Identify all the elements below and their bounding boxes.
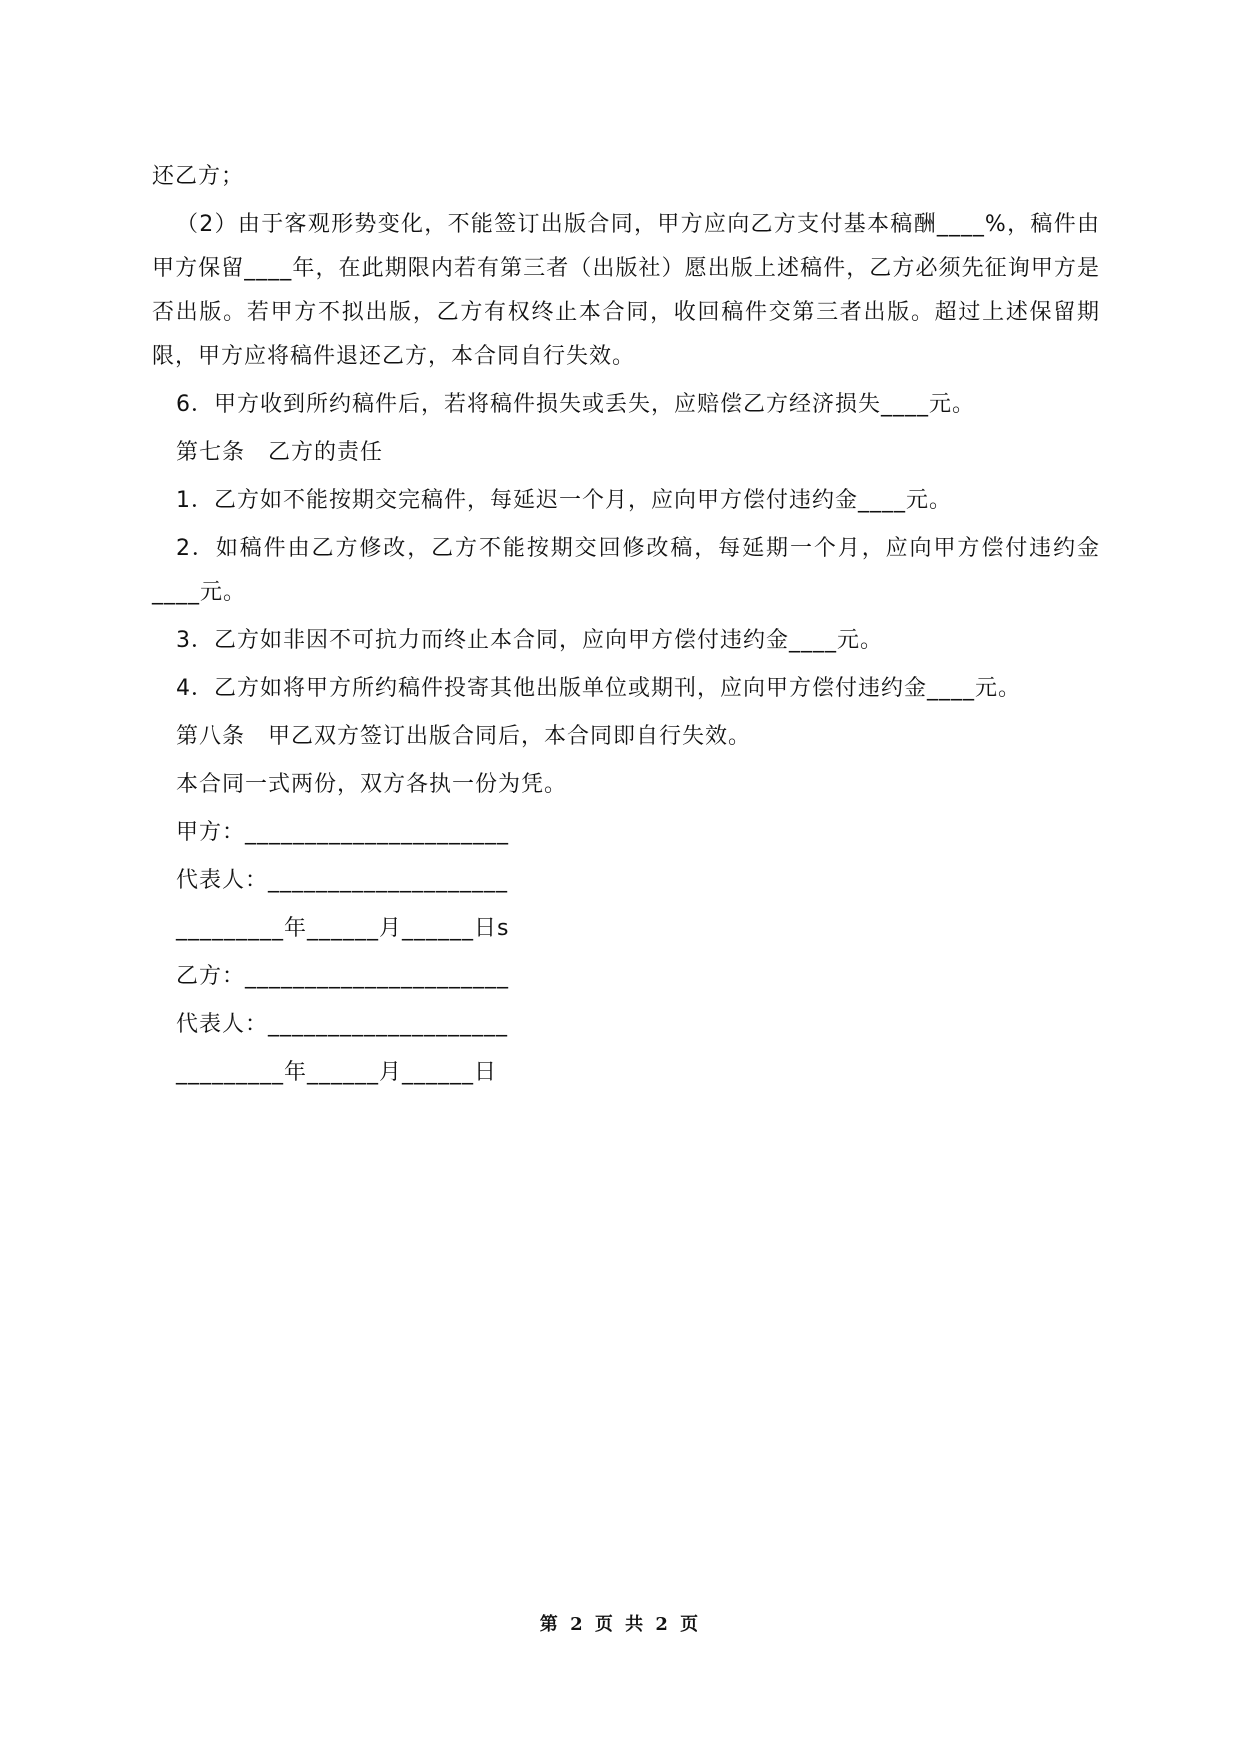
party-a-representative-line: 代表人：____________________ (176, 868, 509, 893)
party-b-date-line: _________年______月______日 (176, 1060, 498, 1085)
article-7-item-4: 4．乙方如将甲方所约稿件投寄其他出版单位或期刊，应向甲方偿付违约金____元。 (176, 676, 1021, 701)
page-footer: 第 2 页 共 2 页 (539, 1614, 702, 1635)
party-a-signature-line: 甲方：______________________ (176, 820, 510, 845)
paragraph-objective-change-clause: （2）由于客观形势变化，不能签订出版合同，甲方应向乙方支付基本稿酬____%，稿件由甲方保留____年，在此期限内若有第三者（出版社）愿出版上述稿件，乙方必须先征询甲方是否出版。若甲方不拟出版，乙方有权终止本合同，收回稿件交第三者出版。超过上述保留期限，甲方应将稿件退还乙方，本合同自行失效。 (152, 212, 1100, 369)
paragraph-continuation: 还乙方； (152, 164, 245, 189)
article-7-item-1: 1．乙方如不能按期交完稿件，每延迟一个月，应向甲方偿付违约金____元。 (176, 488, 952, 513)
party-a-date-line: _________年______月______日s (176, 916, 510, 941)
article-7-item-3: 3．乙方如非因不可抗力而终止本合同，应向甲方偿付违约金____元。 (176, 628, 883, 653)
signature-block (152, 811, 1100, 1095)
article-7-heading: 第七条 乙方的责任 (176, 440, 384, 465)
copies-clause: 本合同一式两份，双方各执一份为凭。 (176, 772, 568, 797)
paragraph-loss-compensation: 6．甲方收到所约稿件后，若将稿件损失或丢失，应赔偿乙方经济损失____元。 (176, 392, 975, 417)
article-8: 第八条 甲乙双方签订出版合同后，本合同即自行失效。 (176, 724, 752, 749)
party-b-representative-line: 代表人：____________________ (176, 1012, 509, 1037)
contract-body (152, 155, 1100, 1099)
party-b-signature-line: 乙方：______________________ (176, 964, 510, 989)
article-7-item-2: 2．如稿件由乙方修改，乙方不能按期交回修改稿，每延期一个月，应向甲方偿付违约金____元。 (152, 536, 1100, 605)
